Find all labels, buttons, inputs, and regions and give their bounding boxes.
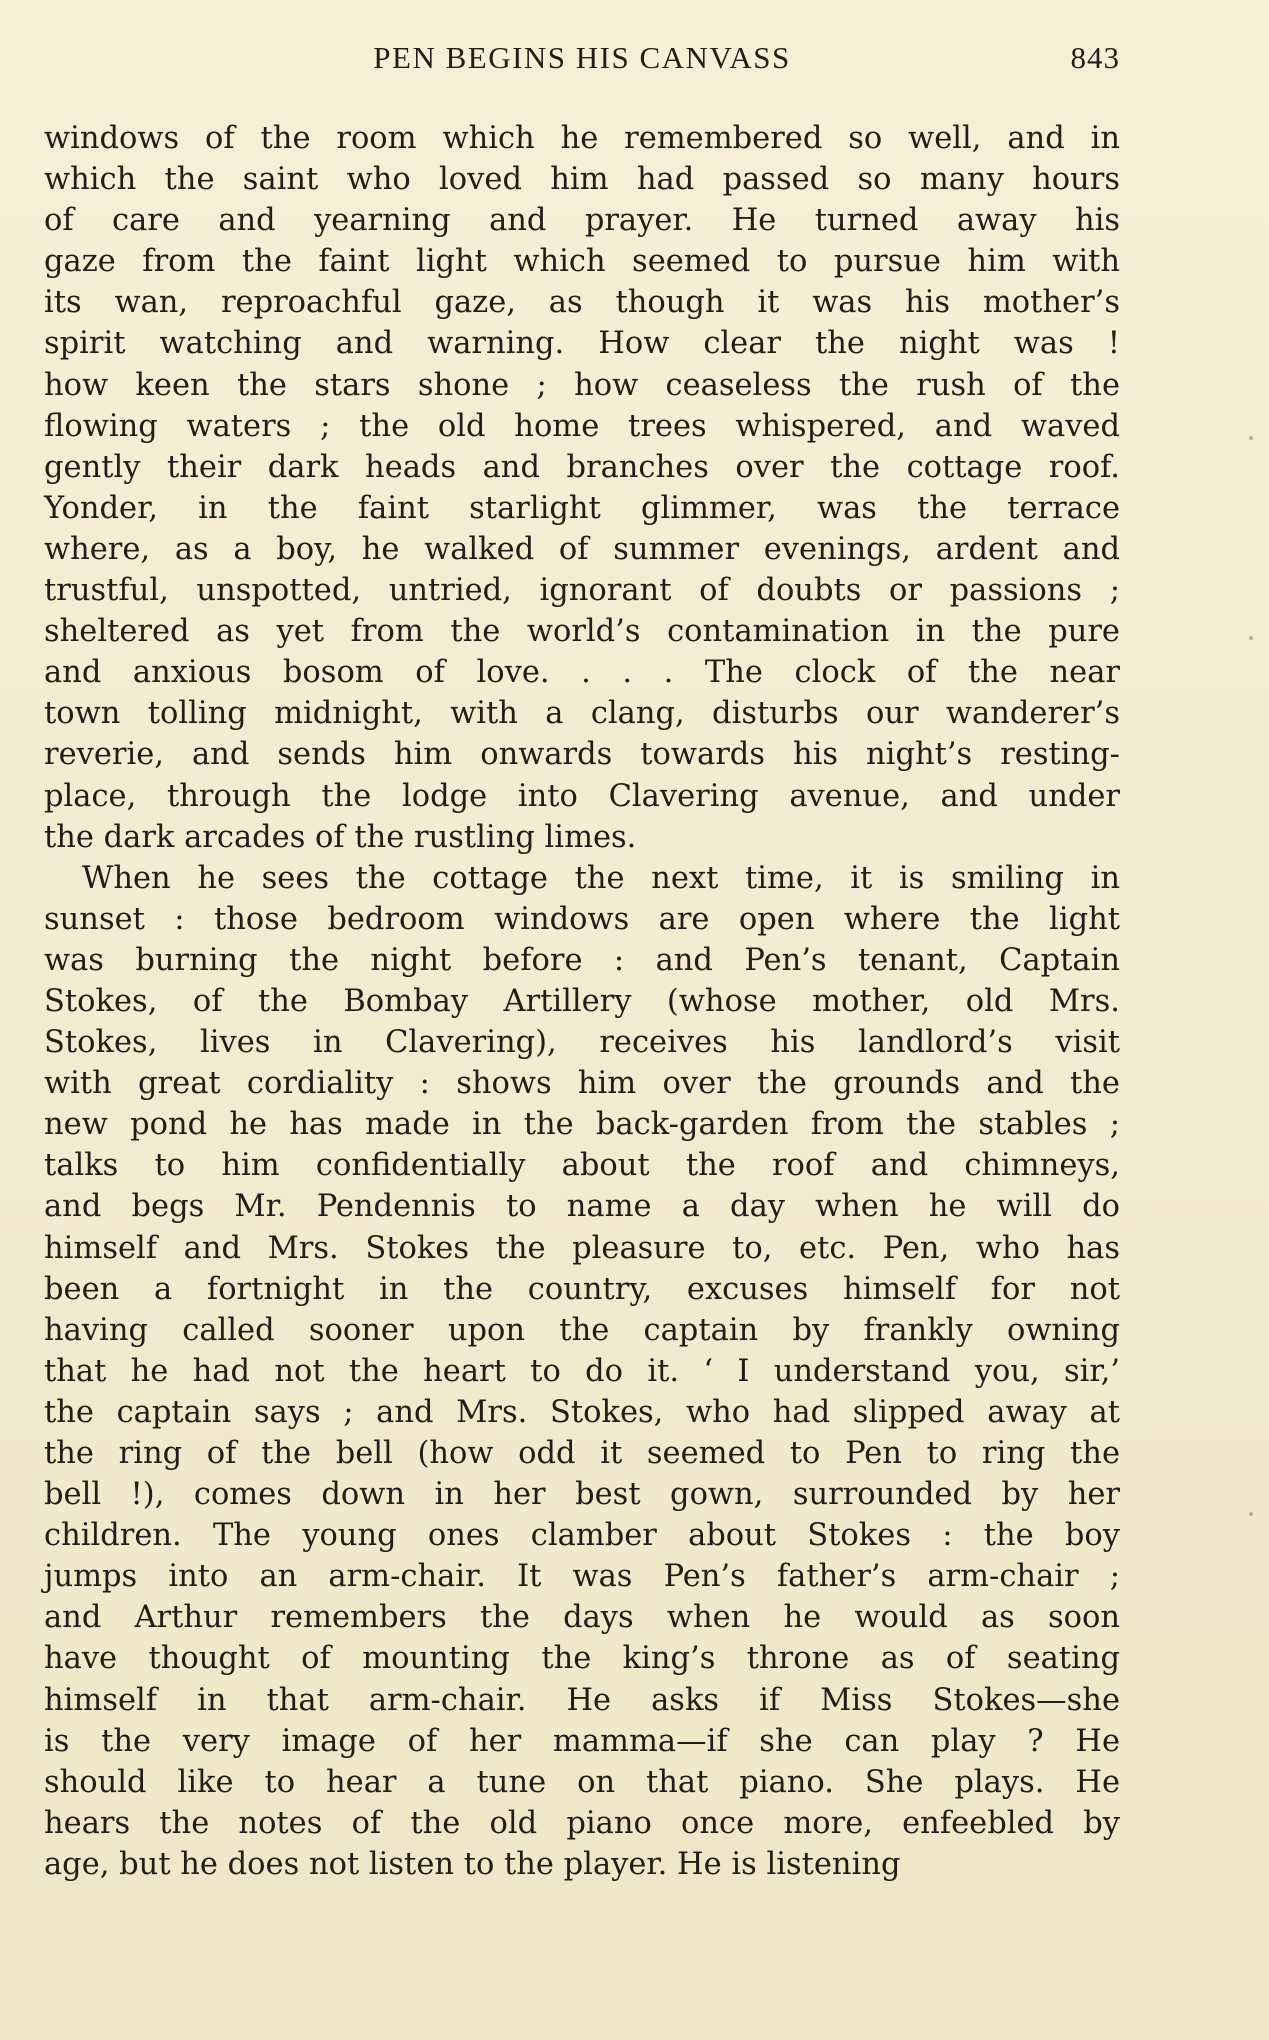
text-line: should like to hear a tune on that piano. She plays. He <box>44 1764 1120 1800</box>
text-line: of care and yearning and prayer. He turned away his <box>44 203 1120 239</box>
text-line: Stokes, of the Bombay Artillery (whose mother, old Mrs. <box>44 983 1120 1019</box>
text-line: have thought of mounting the king’s throne as of seating <box>44 1641 1120 1677</box>
text-line: himself and Mrs. Stokes the pleasure to, etc. Pen, who has <box>44 1230 1120 1266</box>
text-line: been a fortnight in the country, excuses himself for not <box>44 1271 1120 1307</box>
text-line: When he sees the cottage the next time, it is smiling in <box>82 860 1120 896</box>
text-line: and Arthur remembers the days when he would as soon <box>44 1600 1120 1636</box>
text-line: the dark arcades of the rustling limes. <box>44 819 637 855</box>
running-head: PEN BEGINS HIS CANVASS <box>373 40 791 75</box>
text-line: gaze from the faint light which seemed to pursue him with <box>44 244 1120 280</box>
text-line: and anxious bosom of love. . . . The clock of the near <box>44 655 1120 691</box>
text-line: the captain says ; and Mrs. Stokes, who had slipped away at <box>44 1394 1120 1430</box>
page-number: 843 <box>1070 40 1120 75</box>
text-line: reverie, and sends him onwards towards his night’s resting- <box>44 737 1120 773</box>
body-text <box>44 118 1120 1885</box>
text-line: place, through the lodge into Clavering avenue, and under <box>44 778 1120 814</box>
text-line: spirit watching and warning. How clear the night was ! <box>44 326 1120 362</box>
paragraph-1 <box>44 118 1120 858</box>
margin-mark <box>1249 436 1253 440</box>
text-line: new pond he has made in the back-garden from the stables ; <box>44 1107 1120 1143</box>
text-line: that he had not the heart to do it. ‘ I understand you, sir,’ <box>44 1353 1120 1389</box>
text-line: children. The young ones clamber about Stokes : the boy <box>44 1518 1120 1554</box>
text-line: sheltered as yet from the world’s contamination in the pure <box>44 614 1120 650</box>
text-line: how keen the stars shone ; how ceaseless the rush of the <box>44 367 1120 403</box>
text-line: flowing waters ; the old home trees whispered, and waved <box>44 408 1120 444</box>
text-line: jumps into an arm-chair. It was Pen’s father’s arm-chair ; <box>44 1559 1120 1595</box>
margin-mark <box>1249 1512 1253 1516</box>
text-line: talks to him confidentially about the roof and chimneys, <box>44 1148 1120 1184</box>
text-line: gently their dark heads and branches over the cottage roof. <box>44 449 1120 485</box>
text-line: Yonder, in the faint starlight glimmer, was the terrace <box>44 490 1120 526</box>
text-line: where, as a boy, he walked of summer evenings, ardent and <box>44 531 1120 567</box>
text-line: with great cordiality : shows him over the grounds and the <box>44 1066 1120 1102</box>
text-line: is the very image of her mamma—if she can play ? He <box>44 1723 1120 1759</box>
text-line: age, but he does not listen to the player. He is listening <box>44 1846 901 1882</box>
text-line: Stokes, lives in Clavering), receives his landlord’s visit <box>44 1025 1120 1061</box>
text-line: which the saint who loved him had passed so many hours <box>44 162 1120 198</box>
text-line: having called sooner upon the captain by frankly owning <box>44 1312 1120 1348</box>
text-line: and begs Mr. Pendennis to name a day when he will do <box>44 1189 1120 1225</box>
page-header <box>44 40 1120 90</box>
text-line: its wan, reproachful gaze, as though it was his mother’s <box>44 285 1120 321</box>
text-line: bell !), comes down in her best gown, surrounded by her <box>44 1477 1120 1513</box>
text-line: sunset : those bedroom windows are open where the light <box>44 901 1120 937</box>
text-line: town tolling midnight, with a clang, disturbs our wanderer’s <box>44 696 1120 732</box>
text-line: windows of the room which he remembered so well, and in <box>44 121 1120 156</box>
text-line: himself in that arm-chair. He asks if Miss Stokes—she <box>44 1682 1120 1718</box>
text-line: the ring of the bell (how odd it seemed to Pen to ring the <box>44 1436 1120 1471</box>
paragraph-2 <box>44 858 1120 1885</box>
margin-mark <box>1249 636 1253 640</box>
text-line: hears the notes of the old piano once more, enfeebled by <box>44 1805 1120 1841</box>
text-line: was burning the night before : and Pen’s tenant, Captain <box>44 942 1120 978</box>
text-line: trustful, unspotted, untried, ignorant of doubts or passions ; <box>44 573 1120 609</box>
